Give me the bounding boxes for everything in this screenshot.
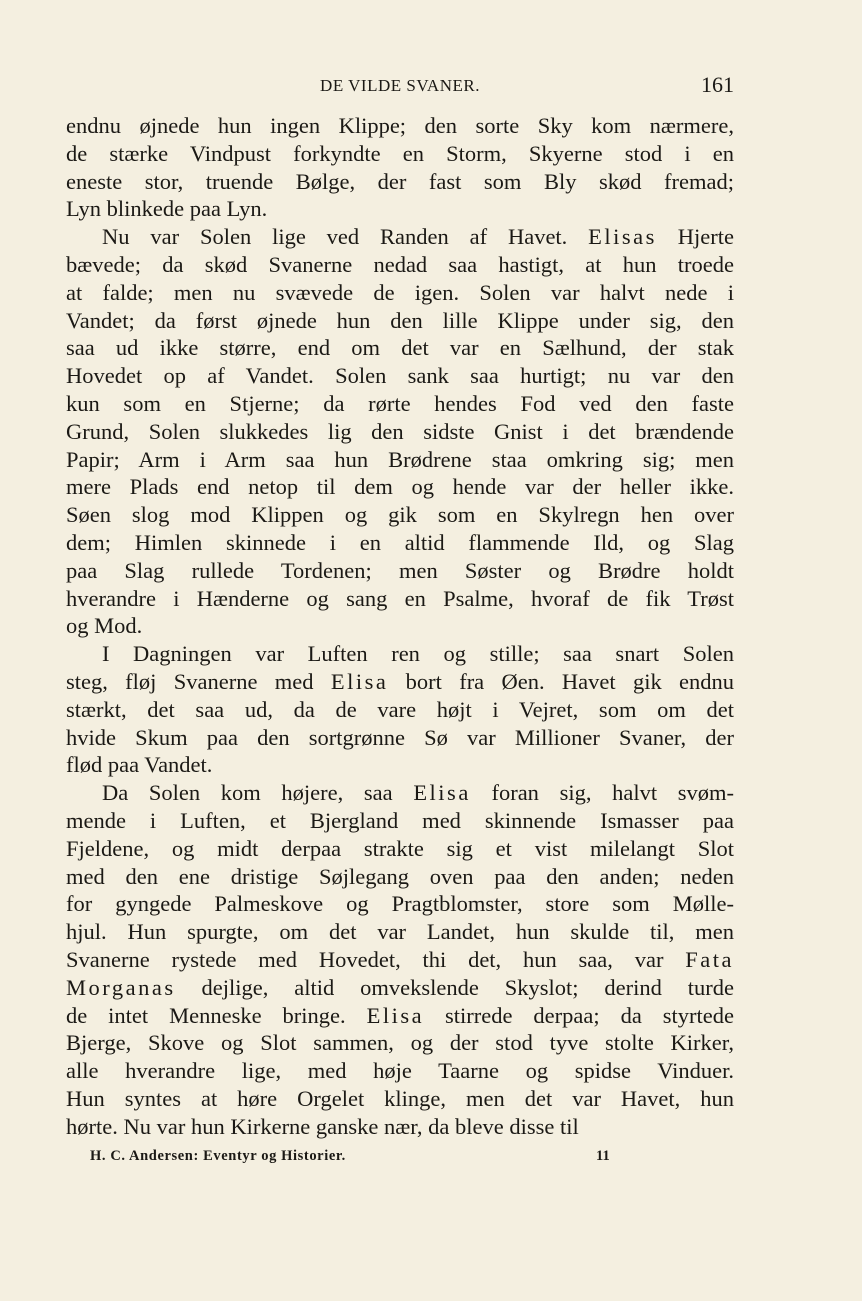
text-segment: Hun syntes at høre Orgelet klinge, men det var Havet, hun xyxy=(66,1085,734,1111)
text-line xyxy=(66,195,734,223)
text-segment: Bjerge, Skove og Slot sammen, og der stod tyve stolte Kirker, xyxy=(66,1030,734,1056)
text-segment: for gyngede Palmeskove og Pragtblomster, store som Mølle- xyxy=(66,891,734,917)
text-line xyxy=(66,1085,734,1113)
text-line xyxy=(66,557,734,585)
paragraph xyxy=(66,779,734,1140)
text-line xyxy=(66,696,734,724)
text-segment: mere Plads end netop til dem og hende var der heller ikke. xyxy=(66,474,734,500)
text-line xyxy=(66,473,734,501)
paragraph xyxy=(66,640,734,779)
text-line xyxy=(66,223,734,251)
text-line xyxy=(66,390,734,418)
text-line xyxy=(66,446,734,474)
text-segment: Hovedet op af Vandet. Solen sank saa hurtigt; nu var den xyxy=(66,363,734,389)
text-segment: endnu øjnede hun ingen Klippe; den sorte Sky kom nærmere, xyxy=(66,113,734,138)
text-line xyxy=(66,1029,734,1057)
text-line xyxy=(66,918,734,946)
text-segment: stærkt, det saa ud, da de vare højt i Vejret, som om det xyxy=(66,696,734,722)
text-line xyxy=(66,279,734,307)
text-segment: flød paa Vandet. xyxy=(66,752,213,778)
text-segment: foran sig, halvt svøm- xyxy=(470,780,734,806)
text-line xyxy=(66,362,734,390)
spaced-name: Elisa xyxy=(413,780,471,806)
text-segment: hjul. Hun spurgte, om det var Landet, hun skulde til, men xyxy=(66,919,734,945)
text-segment: hørte. Nu var hun Kirkerne ganske nær, da bleve disse til xyxy=(66,1113,579,1139)
text-segment: de stærke Vindpust forkyndte en Storm, Skyerne stod i en xyxy=(66,140,734,166)
text-line xyxy=(66,1002,734,1030)
text-segment: bævede; da skød Svanerne nedad saa hastigt, at hun troede xyxy=(66,251,734,277)
text-segment: Vandet; da først øjnede hun den lille Klippe under sig, den xyxy=(66,307,734,333)
text-line xyxy=(66,724,734,752)
text-segment: Papir; Arm i Arm saa hun Brødrene staa omkring sig; men xyxy=(66,446,734,472)
text-segment: Svanerne rystede med Hovedet, thi det, hun saa, var xyxy=(66,946,686,972)
text-line xyxy=(66,140,734,168)
text-line xyxy=(66,751,734,779)
text-segment: dejlige, altid omvekslende Skyslot; derind turde xyxy=(175,974,734,1000)
text-segment: dem; Himlen skinnede i en altid flammende Ild, og Slag xyxy=(66,529,734,555)
text-segment: eneste stor, truende Bølge, der fast som Bly skød fremad; xyxy=(66,168,734,194)
text-line xyxy=(66,1057,734,1085)
text-line xyxy=(66,418,734,446)
text-line xyxy=(66,640,734,668)
text-line xyxy=(66,612,734,640)
spaced-name: Morganas xyxy=(66,974,176,1000)
text-segment: de intet Menneske bringe. xyxy=(66,1002,367,1028)
text-segment: saa ud ikke større, end om det var en Sælhund, der stak xyxy=(66,335,734,361)
text-segment: Lyn blinkede paa Lyn. xyxy=(66,196,268,222)
text-line xyxy=(66,974,734,1002)
text-segment: alle hverandre lige, med høje Taarne og spidse Vinduer. xyxy=(66,1058,734,1084)
text-segment: at falde; men nu svævede de igen. Solen var halvt nede i xyxy=(66,279,734,305)
spaced-name: Elisa xyxy=(330,668,389,694)
text-line xyxy=(66,168,734,196)
text-line xyxy=(66,251,734,279)
text-segment: med den ene dristige Søjlegang oven paa den anden; neden xyxy=(66,863,734,889)
text-line xyxy=(66,529,734,557)
text-segment: stirrede derpaa; da styrtede xyxy=(424,1002,734,1028)
paragraph xyxy=(66,223,734,640)
text-line xyxy=(66,668,734,696)
text-segment: Grund, Solen slukkedes lig den sidste Gnist i det brændende xyxy=(66,418,734,444)
text-segment: hverandre i Hænderne og sang en Psalme, hvoraf de fik Trøst xyxy=(66,585,734,611)
text-segment: Nu var Solen lige ved Randen af Havet. xyxy=(102,224,589,250)
text-line xyxy=(66,890,734,918)
text-segment: mende i Luften, et Bjergland med skinnende Ismasser paa xyxy=(66,807,734,833)
text-segment: og Mod. xyxy=(66,613,143,639)
text-segment: steg, fløj Svanerne med xyxy=(66,668,331,694)
paragraph xyxy=(66,112,734,223)
text-line xyxy=(66,501,734,529)
text-line xyxy=(66,112,734,140)
text-segment: paa Slag rullede Tordenen; men Søster og Brødre holdt xyxy=(66,557,734,583)
text-segment: Da Solen kom højere, saa xyxy=(102,780,414,806)
spaced-name: Fata xyxy=(685,946,734,972)
text-line xyxy=(66,779,734,807)
text-line xyxy=(66,1113,734,1141)
spaced-name: Elisas xyxy=(588,224,657,250)
text-segment: Søen slog mod Klippen og gik som en Skylregn hen over xyxy=(66,502,734,528)
body-text xyxy=(66,112,734,1140)
text-line xyxy=(66,863,734,891)
running-title: DE VILDE SVANER. xyxy=(320,76,480,95)
page-footer xyxy=(90,1148,650,1172)
text-line xyxy=(66,946,734,974)
page-number: 161 xyxy=(701,72,734,97)
text-segment: bort fra Øen. Havet gik endnu xyxy=(388,668,734,694)
text-line xyxy=(66,835,734,863)
text-line xyxy=(66,585,734,613)
spaced-name: Elisa xyxy=(366,1002,425,1028)
text-segment: hvide Skum paa den sortgrønne Sø var Millioner Svaner, der xyxy=(66,724,734,750)
printer-signature-number: 11 xyxy=(596,1148,610,1164)
text-segment: I Dagningen var Luften ren og stille; saa snart Solen xyxy=(102,641,734,667)
text-segment: Hjerte xyxy=(656,224,734,250)
text-segment: kun som en Stjerne; da rørte hendes Fod ved den faste xyxy=(66,390,734,416)
text-line xyxy=(66,307,734,335)
text-segment: Fjeldene, og midt derpaa strakte sig et vist milelangt Slot xyxy=(66,835,734,861)
text-line xyxy=(66,807,734,835)
printer-signature-text: H. C. Andersen: Eventyr og Historier. xyxy=(90,1148,346,1164)
page-header xyxy=(66,70,734,100)
text-line xyxy=(66,334,734,362)
